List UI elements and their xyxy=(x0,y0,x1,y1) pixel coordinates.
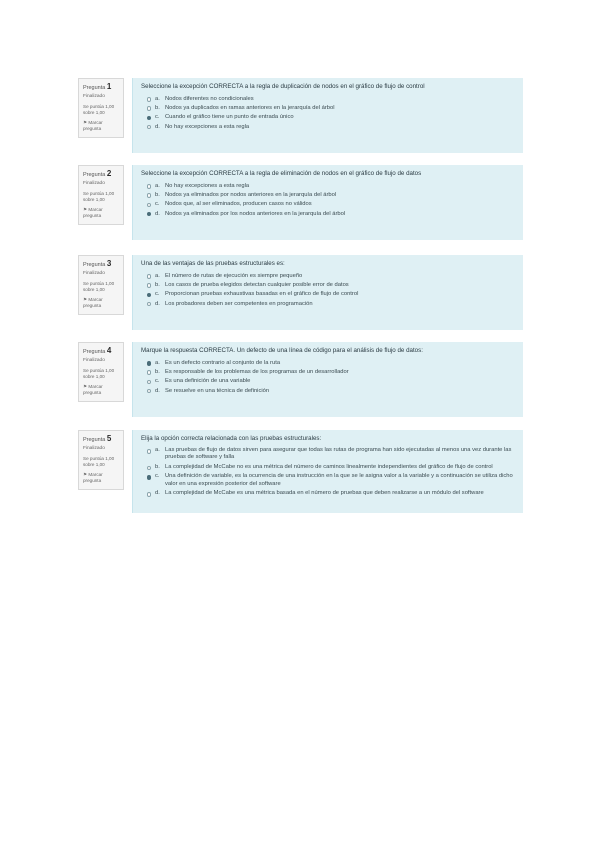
answer-option[interactable]: d. Los probadores deben ser competentes en programación xyxy=(147,300,515,309)
radio-button[interactable] xyxy=(147,97,151,101)
answer-option[interactable]: a. Las pruebas de flujo de datos sirven para asegurar que todas las rutas de programa han sido ejecutadas al menos una vez durante las pruebas de software y falla xyxy=(147,447,515,462)
radio-button[interactable] xyxy=(147,492,151,496)
question-number: Pregunta 3 xyxy=(83,259,112,268)
question-number: Pregunta 5 xyxy=(83,434,112,443)
radio-button-selected[interactable] xyxy=(147,293,151,297)
answer-option[interactable]: c. Cuando el gráfico tiene un punto de entrada único xyxy=(147,113,515,122)
question-grade: Se puntúa 1,00 sobre 1,00 xyxy=(83,281,115,292)
question-number: Pregunta 2 xyxy=(83,169,112,178)
question-info xyxy=(78,165,124,225)
question-state: Finalizado xyxy=(83,181,105,186)
flag-question-link[interactable]: ⚑ Marcar pregunta xyxy=(83,297,103,308)
question-text: Marque la respuesta CORRECTA. Un defecto de una línea de código para el análisis de flujo de datos: xyxy=(141,347,423,354)
answer-option[interactable]: d. Nodos ya eliminados por los nodos anteriores en la jerarquía del árbol xyxy=(147,210,515,219)
answer-option[interactable]: b. Es responsable de los problemas de los programas de un desarrollador xyxy=(147,368,515,377)
radio-button[interactable] xyxy=(147,203,151,207)
radio-button[interactable] xyxy=(147,283,151,287)
answer-list xyxy=(141,359,515,396)
flag-icon: ⚑ xyxy=(83,120,88,125)
answer-option[interactable]: b. La complejidad de McCabe no es una métrica del número de caminos linealmente independientes del gráfico de flujo de control xyxy=(147,464,515,471)
question-state: Finalizado xyxy=(83,446,105,451)
radio-button[interactable] xyxy=(147,466,151,470)
radio-button[interactable] xyxy=(147,370,151,374)
answer-option[interactable]: a. Es un defecto contrario al conjunto de la ruta xyxy=(147,359,515,368)
radio-button[interactable] xyxy=(147,106,151,110)
question-info xyxy=(78,430,124,490)
answer-list xyxy=(141,182,515,219)
answer-option[interactable]: b. Nodos ya duplicados en ramas anteriores en la jerarquía del árbol xyxy=(147,104,515,113)
flag-icon: ⚑ xyxy=(83,207,88,212)
question-grade: Se puntúa 1,00 sobre 1,00 xyxy=(83,456,115,467)
radio-button[interactable] xyxy=(147,274,151,278)
radio-button[interactable] xyxy=(147,380,151,384)
answer-option[interactable]: b. Los casos de prueba elegidos detectan cualquier posible error de datos xyxy=(147,281,515,290)
flag-question-link[interactable]: ⚑ Marcar pregunta xyxy=(83,472,103,483)
question-grade: Se puntúa 1,00 sobre 1,00 xyxy=(83,368,115,379)
question-info xyxy=(78,78,124,138)
flag-icon: ⚑ xyxy=(83,472,88,477)
radio-button-selected[interactable] xyxy=(147,212,151,216)
answer-option[interactable]: d. La complejidad de McCabe es una métrica basada en el número de pruebas que deben realizarse a un módulo del software xyxy=(147,490,515,497)
question-content xyxy=(132,165,523,240)
radio-button-selected[interactable] xyxy=(147,361,151,365)
answer-list xyxy=(141,95,515,132)
question-content xyxy=(132,342,523,417)
question-state: Finalizado xyxy=(83,271,105,276)
question-state: Finalizado xyxy=(83,94,105,99)
question-content xyxy=(132,78,523,153)
answer-option[interactable]: b. Nodos ya eliminados por nodos anteriores en la jerarquía del árbol xyxy=(147,191,515,200)
radio-button-selected[interactable] xyxy=(147,475,151,479)
radio-button[interactable] xyxy=(147,389,151,393)
flag-question-link[interactable]: ⚑ Marcar pregunta xyxy=(83,120,103,131)
flag-icon: ⚑ xyxy=(83,384,88,389)
radio-button-selected[interactable] xyxy=(147,116,151,120)
answer-list xyxy=(141,447,515,497)
question-text: Una de las ventajas de las pruebas estructurales es: xyxy=(141,260,285,267)
radio-button[interactable] xyxy=(147,193,151,197)
radio-button[interactable] xyxy=(147,449,151,453)
question-text: Seleccione la excepción CORRECTA a la regla de eliminación de nodos en el gráfico de flujo de datos xyxy=(141,170,422,177)
question-number: Pregunta 4 xyxy=(83,346,112,355)
question-content xyxy=(132,255,523,330)
flag-icon: ⚑ xyxy=(83,297,88,302)
question-grade: Se puntúa 1,00 sobre 1,00 xyxy=(83,104,115,115)
radio-button[interactable] xyxy=(147,184,151,188)
radio-button[interactable] xyxy=(147,125,151,129)
question-text: Elija la opción correcta relacionada con las pruebas estructurales: xyxy=(141,435,322,442)
radio-button[interactable] xyxy=(147,302,151,306)
answer-option[interactable]: d. No hay excepciones a esta regla xyxy=(147,123,515,132)
answer-option[interactable]: d. Se resuelve en una técnica de definición xyxy=(147,387,515,396)
question-number: Pregunta 1 xyxy=(83,82,112,91)
question-grade: Se puntúa 1,00 sobre 1,00 xyxy=(83,191,115,202)
question-state: Finalizado xyxy=(83,358,105,363)
answer-option[interactable]: c. Nodos que, al ser eliminados, producen casos no válidos xyxy=(147,200,515,209)
answer-option[interactable]: a. El número de rutas de ejecución es siempre pequeño xyxy=(147,272,515,281)
answer-option[interactable]: c. Una definición de variable, es la ocurrencia de una instrucción en la que se le asigna valor a la variable y a continuación se utiliza dicho valor en una expresión posterior del software xyxy=(147,473,515,488)
question-info xyxy=(78,342,124,402)
answer-option[interactable]: a. Nodos diferentes no condicionales xyxy=(147,95,515,104)
answer-option[interactable]: c. Es una definición de una variable xyxy=(147,377,515,386)
question-content xyxy=(132,430,523,513)
answer-list xyxy=(141,272,515,309)
question-info xyxy=(78,255,124,315)
answer-option[interactable]: a. No hay excepciones a esta regla xyxy=(147,182,515,191)
answer-option[interactable]: c. Proporcionan pruebas exhaustivas basadas en el gráfico de flujo de control xyxy=(147,290,515,299)
flag-question-link[interactable]: ⚑ Marcar pregunta xyxy=(83,207,103,218)
question-text: Seleccione la excepción CORRECTA a la regla de duplicación de nodos en el gráfico de flujo de control xyxy=(141,83,425,90)
flag-question-link[interactable]: ⚑ Marcar pregunta xyxy=(83,384,103,395)
